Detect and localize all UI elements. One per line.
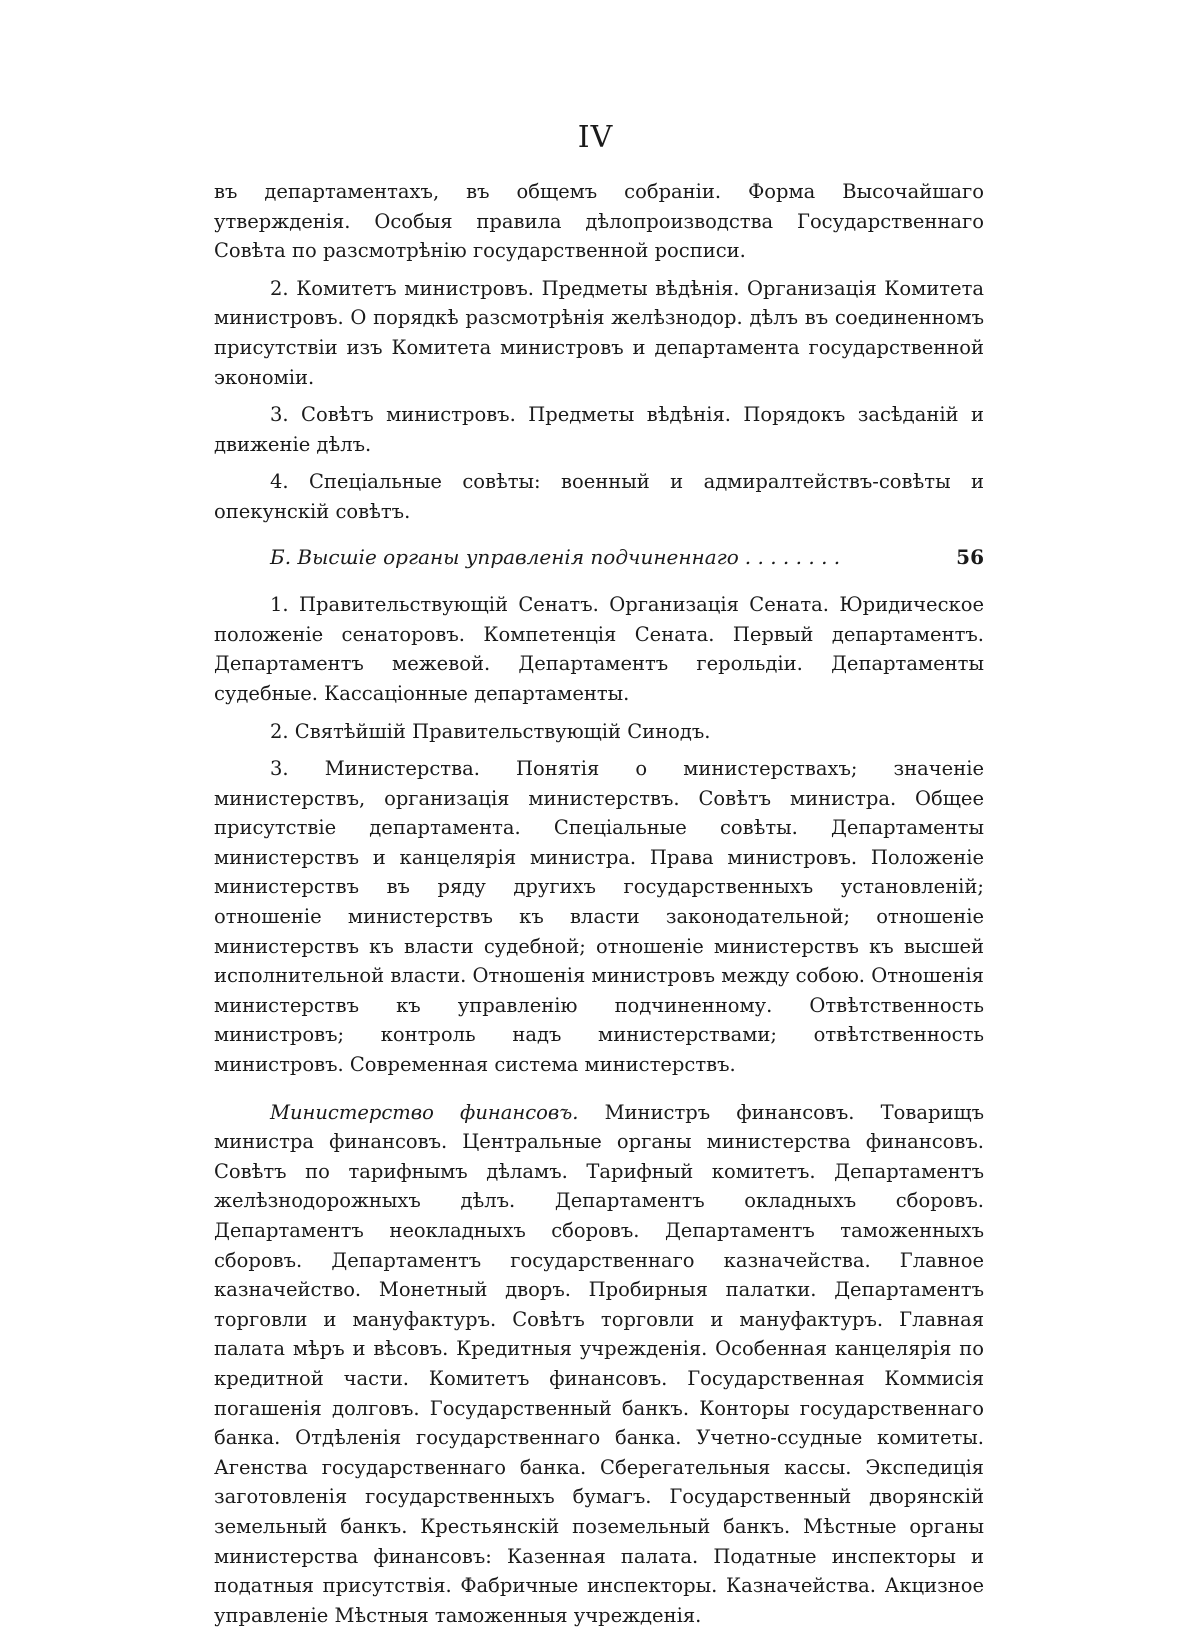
- paragraph-continuation: въ департаментахъ, въ общемъ собраніи. Форма Высочайшаго утвержденія. Особыя правила дѣлопроизводства Государственнаго Совѣта по разсмотрѣнію государственной росписи.: [214, 180, 984, 263]
- finance-lead: Министерство финансовъ.: [270, 1100, 579, 1124]
- section-heading-b: [214, 543, 984, 573]
- paragraph-special-councils: 4. Спеціальные совѣты: военный и адмиралтействъ-совѣты и опекунскій совѣтъ.: [214, 470, 984, 523]
- page-number: IV: [577, 120, 614, 155]
- paragraph-ministry-of-finance: [214, 1098, 984, 1631]
- section-title: Б. Высшіе органы управленія подчиненнаго: [270, 544, 739, 569]
- paragraph-ministries: 3. Министерства. Понятія о министерствахъ; значеніе министерствъ, организація министерствъ. Совѣтъ министра. Общее присутствіе департамента. Спеціальные совѣты. Департаменты министерствъ и канцелярія министра. Права министровъ. Положеніе министерствъ въ ряду другихъ государственныхъ установленій; отношеніе министерствъ къ власти законодательной; отношеніе министерствъ къ власти судебной; отношеніе министерствъ къ высшей исполнительной власти. Отношенія министровъ между собою. Отношенія министерствъ къ управленію подчиненному. Отвѣтственность министровъ; контроль надъ министерствами; отвѣтственность министровъ. Современная система министерствъ.: [214, 757, 984, 1077]
- section-page-number: 56: [956, 544, 984, 569]
- paragraph-committee-of-ministers: 2. Комитетъ министровъ. Предметы вѣдѣнія. Организація Комитета министровъ. О порядкѣ разсмотрѣнія желѣзнодор. дѣлъ въ соединенномъ присутствіи изъ Комитета министровъ и департамента государственной экономіи.: [214, 276, 984, 389]
- paragraph-synod: 2. Святѣйшій Правительствующій Синодъ.: [270, 719, 711, 743]
- paragraph-senate: 1. Правительствующій Сенатъ. Организація Сената. Юридическое положеніе сенаторовъ. Компетенція Сената. Первый департаментъ. Департаментъ межевой. Департаментъ герольдіи. Департаменты судебные. Кассаціонные департаменты.: [214, 593, 984, 705]
- finance-text: Министръ финансовъ. Товарищъ министра финансовъ. Центральные органы министерства финансовъ. Совѣтъ по тарифнымъ дѣламъ. Тарифный комитетъ. Департаментъ желѣзнодорожныхъ дѣлъ. Департаментъ окладныхъ сборовъ. Департаментъ неокладныхъ сборовъ. Департаментъ таможенныхъ сборовъ. Департаментъ государственнаго казначейства. Главное казначейство. Монетный дворъ. Пробирныя палатки. Департаментъ торговли и мануфактуръ. Совѣтъ торговли и мануфактуръ. Главная палата мѣръ и вѣсовъ. Кредитныя учрежденія. Особенная канцелярія по кредитной части. Комитетъ финансовъ. Государственная Коммисія погашенія долговъ. Государственный банкъ. Конторы государственнаго банка. Отдѣленія государственнаго банка. Учетно-ссудные комитеты. Агенства государственнаго банка. Сберегательныя кассы. Экспедиція заготовленія государственныхъ бумагъ. Государственный дворянскій земельный банкъ. Крестьянскій поземельный банкъ. Мѣстные органы министерства финансовъ: Казенная палата. Податные инспекторы и податныя присутствія. Фабричные инспекторы. Казначейства. Акцизное управленіе Мѣстныя таможенныя учрежденія.: [214, 1100, 985, 1627]
- page-content: [214, 177, 984, 1638]
- leader-dots: . . . . . . . .: [744, 544, 841, 569]
- paragraph-council-of-ministers: 3. Совѣтъ министровъ. Предметы вѣдѣнія. Порядокъ засѣданій и движеніе дѣлъ.: [214, 403, 984, 456]
